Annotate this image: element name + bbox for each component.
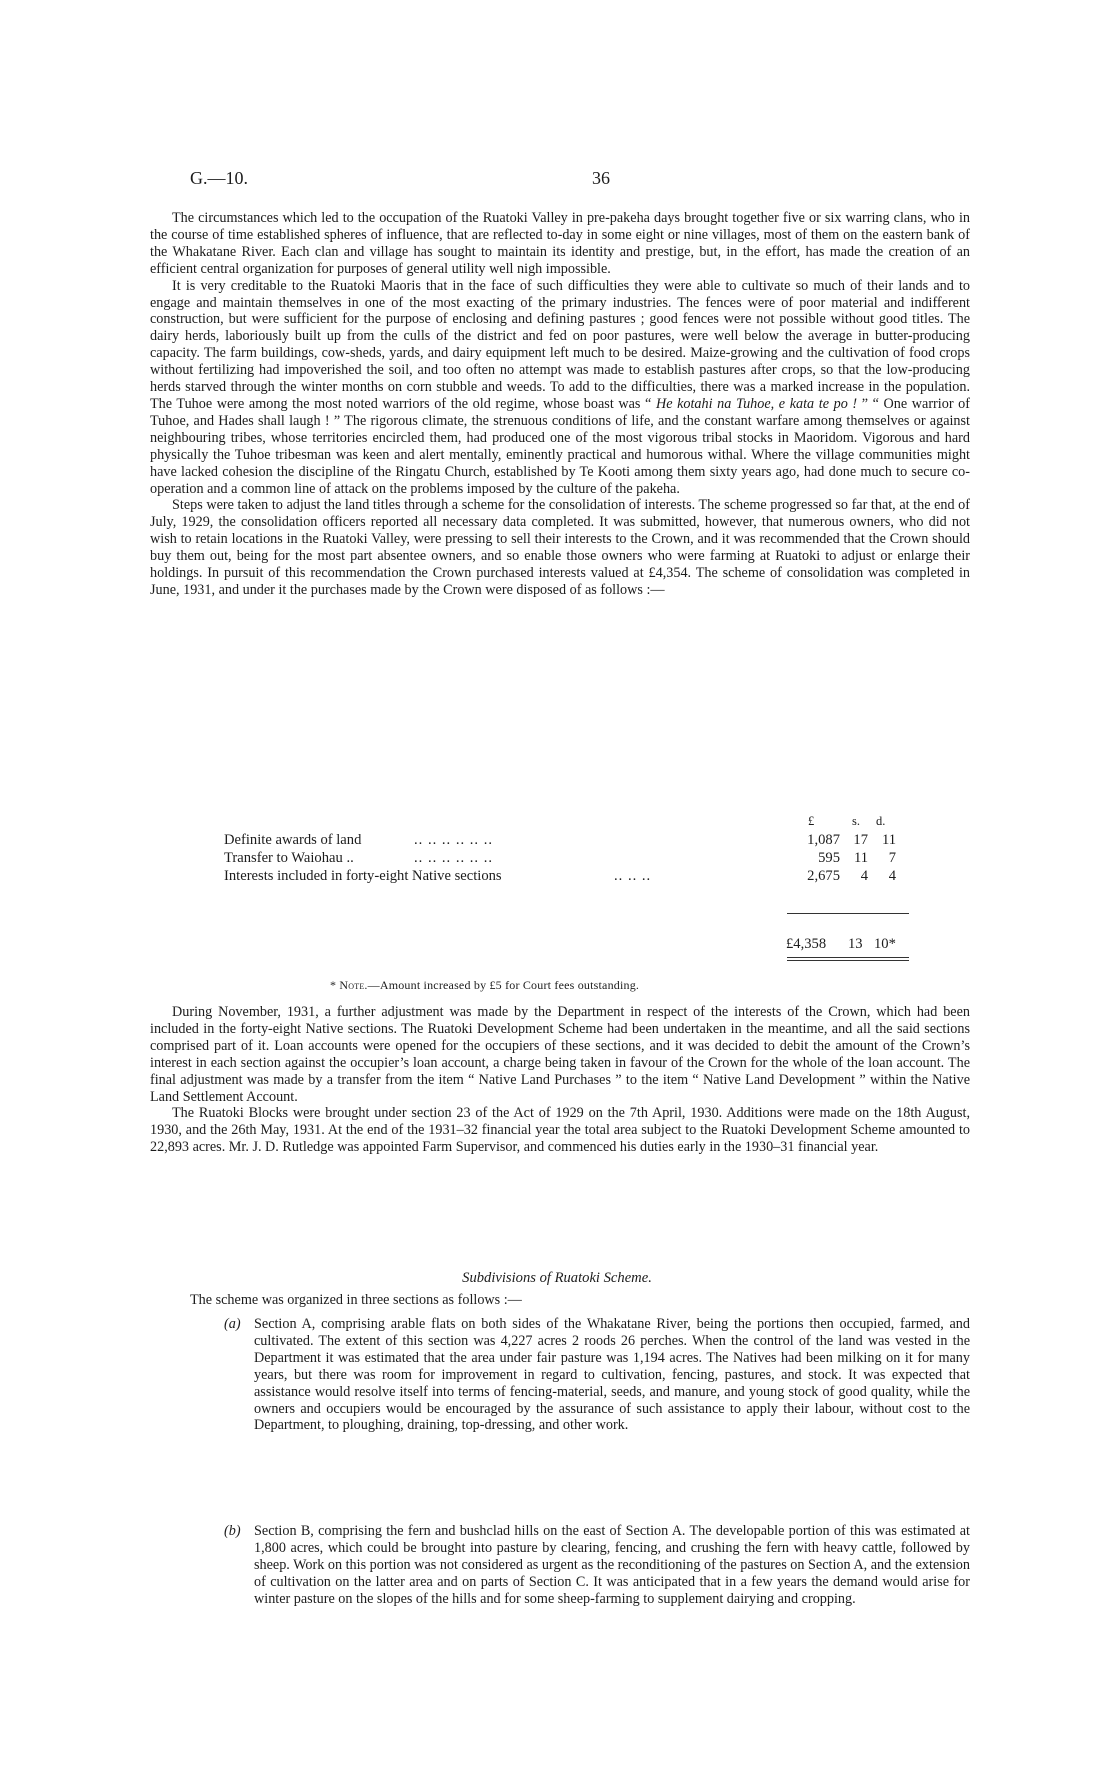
paragraph: The circumstances which led to the occupation of the Ruatoki Valley in pre-pakeha days brought together five or six warring clans, who in the course of time established spheres of influence, that are reflected to-day in some eight or nine villages, most of them on the eastern bank of the Whakatane River. Each clan and village has sought to maintain its identity and prestige, but, in the effort, has made the creation of an efficient central organization for purposes of general utility well nigh impossible.	[150, 210, 970, 277]
document-reference: G.—10.	[190, 168, 248, 188]
list-intro: The scheme was organized in three sections as follows :—	[190, 1292, 522, 1308]
amount-pounds: 2,675	[807, 868, 840, 884]
total-pence: 10*	[874, 936, 896, 952]
ledger-row	[224, 832, 924, 850]
body-section-1	[150, 210, 970, 599]
ledger-label: Transfer to Waiohau ..	[224, 850, 354, 866]
total-shillings: 13	[848, 936, 863, 952]
leader-dots: .. .. .. .. .. ..	[414, 832, 494, 848]
total-pounds: £4,358	[786, 936, 827, 952]
amount-shillings: 4	[860, 868, 868, 884]
quote-open: “	[640, 395, 656, 412]
list-item	[224, 1523, 970, 1608]
amount-pence: 4	[888, 868, 896, 884]
page-number: 36	[592, 168, 610, 188]
item-marker: (a)	[224, 1316, 241, 1332]
amount-pounds: 1,087	[807, 832, 840, 848]
ledger-amount	[784, 850, 920, 868]
paragraph: During November, 1931, a further adjustment was made by the Department in respect of the interests of the Crown, which had been included in the forty-eight Native sections. The Ruatoki Development Scheme had been undertaken in the meantime, and all the said sections comprised part of it. Loan accounts were opened for the occupiers of these sections, and it was decided to debit the amount of the Crown’s interest in each section against the occupier’s loan account, a charge being taken in favour of the Crown for the whole of the loan account. The final adjustment was made by a transfer from the item “ Native Land Purchases ” to the item “ Native Land Development ” within the Native Land Settlement Account.	[150, 1004, 970, 1105]
body-section-2	[150, 1004, 970, 1156]
footnote-text: —Amount increased by £5 for Court fees outstanding.	[367, 978, 640, 992]
item-text: Section B, comprising the fern and bushclad hills on the east of Section A. The developable portion of this was estimated at 1,800 acres, which could be brought into pasture by clearing, fencing, and crushing the fern with heavy cattle, followed by sheep. Work on this portion was not considered as urgent as the reconditioning of the pastures on Section A, and the extension of cultivation on the latter area and on parts of Section C. It was anticipated that in a few years the demand would arise for winter pasture on the slopes of the hills and for some sheep-farming to supplement dairying and cropping.	[254, 1523, 970, 1607]
ledger-label: Definite awards of land	[224, 832, 362, 848]
pounds-header: £	[808, 814, 815, 828]
pence-header: d.	[876, 814, 886, 828]
total-rule	[787, 960, 909, 961]
amount-pence: 7	[888, 850, 896, 866]
amount-pounds: 595	[818, 850, 840, 866]
leader-dots: .. .. .. .. .. ..	[414, 850, 494, 866]
paragraph-text: It is very creditable to the Ruatoki Maoris that in the face of such difficulties they were able to cultivate so much of their lands and to engage and maintain themselves in one of the most exacting of the primary industries. The fences were of poor material and indifferent construction, but were sufficient for the purpose of enclosing and defining pastures ; good fences were not possible without good titles. The dairy herds, laboriously built up from the culls of the district and fed on poor pastures, were well below the average in butter-producing capacity. The farm buildings, cow-sheds, yards, and dairy equipment left much to be desired. Maize-growing and the cultivation of food crops without fertilizing had impoverished the soil, and too often no attempt was made to establish pastures after crops, so that the low-producing herds starved through the winter months on corn stubble and weeds. To add to the difficulties, there was a marked increase in the population. The Tuhoe were among the most noted warriors of the old regime, whose boast was	[150, 277, 970, 412]
list-item	[224, 1316, 970, 1434]
page-header	[190, 168, 980, 192]
paragraph-text: ” “ One warrior of Tuhoe, and Hades shall laugh ! ” The rigorous climate, the strenuous conditions of life, and the constant warfare among themselves or against neighbouring tribes, whose territories encircled them, had produced one of the most vigorous tribal stocks in Maoridom. Vigorous and hard physically the Tuhoe tribesman was keen and alert mentally, eminently practical and humorous withal. Where the village communities might have lacked cohesion the discipline of the Ringatu Church, established by Te Kooti among them sixty years ago, had done much to secure co-operation and a common line of attack on the problems imposed by the culture of the pakeha.	[150, 395, 970, 497]
ledger-label: Interests included in forty-eight Native sections	[224, 868, 502, 884]
footnote-label: Note.	[339, 978, 368, 992]
amount-shillings: 17	[853, 832, 868, 848]
ledger-row	[224, 868, 924, 886]
amount-pence: 11	[881, 832, 896, 848]
subtotal-rule	[787, 913, 909, 914]
ledger-amount	[784, 868, 920, 886]
total-rule	[787, 957, 909, 958]
footnote	[330, 978, 639, 993]
paragraph	[150, 278, 970, 498]
ledger-row	[224, 850, 924, 868]
footnote-marker: *	[330, 978, 340, 992]
paragraph: Steps were taken to adjust the land titles through a scheme for the consolidation of interests. The scheme progressed so far that, at the end of July, 1929, the consolidation officers reported all necessary data completed. It was submitted, however, that numerous owners, who did not wish to retain locations in the Ruatoki Valley, were pressing to sell their interests to the Crown, and it was recommended that the Crown should buy them out, being for the most part absentee owners, and so enable those owners who were farming at Ruatoki to adjust or enlarge their holdings. In pursuit of this recommendation the Crown purchased interests valued at £4,354. The scheme of consolidation was completed in June, 1931, and under it the purchases made by the Crown were disposed of as follows :—	[150, 497, 970, 598]
item-text: Section A, comprising arable flats on both sides of the Whakatane River, being the portions then occupied, farmed, and cultivated. The extent of this section was 4,227 acres 2 roods 26 perches. When the control of the land was vested in the Department it was estimated that the area under fair pasture was 1,194 acres. The Natives had been milking on it for many years, but there was room for improvement in regard to cultivation, fencing, pastures, and stock. It was expected that assistance would resolve itself into terms of fencing-material, seeds, and manure, and young stock of good quality, while the owners and occupiers would be encouraged by the assurance of such assistance to apply their labour, without cost to the Department, to ploughing, draining, top-dressing, and other work.	[254, 1316, 970, 1434]
shillings-header: s.	[852, 814, 860, 828]
maori-quote: He kotahi na Tuhoe, e kata te po !	[655, 395, 858, 412]
amount-shillings: 11	[853, 850, 868, 866]
leader-dots: .. .. ..	[614, 868, 652, 884]
ledger-amount	[784, 832, 920, 850]
item-marker: (b)	[224, 1523, 241, 1539]
section-subheading: Subdivisions of Ruatoki Scheme.	[462, 1270, 652, 1286]
paragraph: The Ruatoki Blocks were brought under section 23 of the Act of 1929 on the 7th April, 1930. Additions were made on the 18th August, 1930, and the 26th May, 1931. At the end of the 1931–32 financial year the total area subject to the Ruatoki Development Scheme amounted to 22,893 acres. Mr. J. D. Rutledge was appointed Farm Supervisor, and commenced his duties early in the 1930–31 financial year.	[150, 1105, 970, 1156]
